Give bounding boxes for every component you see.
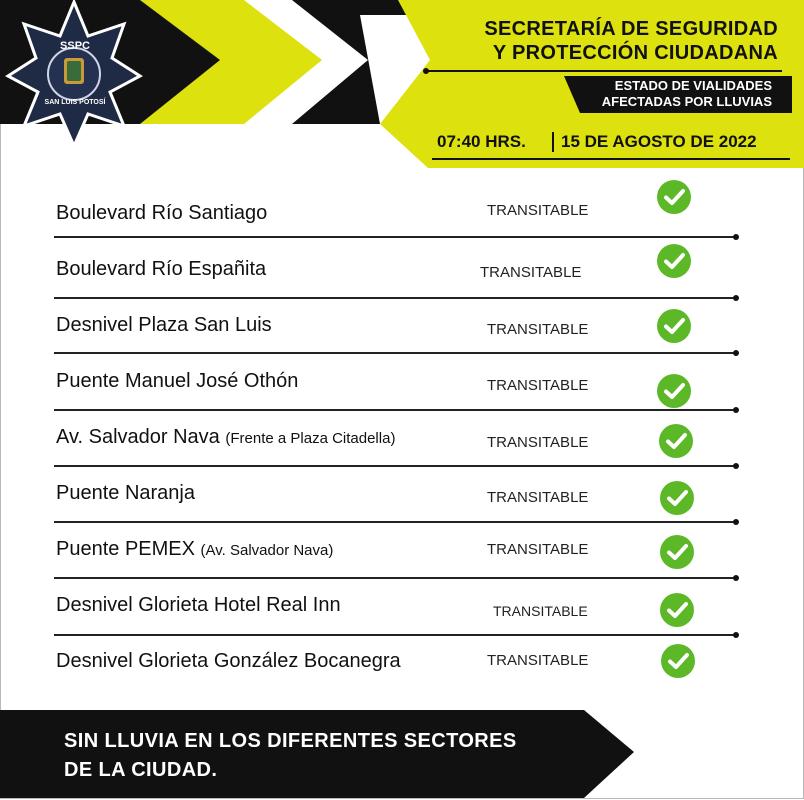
header-title-line1: SECRETARÍA DE SEGURIDAD [484, 18, 778, 40]
road-status: TRANSITABLE [487, 541, 589, 558]
check-icon [657, 309, 691, 343]
check-icon [657, 244, 691, 278]
road-name: Desnivel Glorieta Hotel Real Inn [56, 594, 341, 616]
road-name: Boulevard Río Españita [56, 258, 267, 280]
footer-line1: SIN LLUVIA EN LOS DIFERENTES SECTORES [64, 730, 517, 752]
check-icon [660, 481, 694, 515]
row-divider [54, 465, 736, 467]
row-divider [54, 521, 736, 523]
road-status: TRANSITABLE [487, 434, 589, 451]
footer-message [64, 727, 517, 785]
road-status: TRANSITABLE [493, 603, 588, 619]
row-divider [54, 634, 736, 636]
header-title-line2: Y PROTECCIÓN CIUDADANA [492, 42, 778, 64]
road-status: TRANSITABLE [480, 264, 582, 281]
road-note: (Av. Salvador Nava) [200, 542, 334, 559]
header-subtitle-line2: AFECTADAS POR LLUVIAS [601, 94, 772, 109]
road-note: (Frente a Plaza Citadella) [225, 430, 396, 447]
road-name: Desnivel Plaza San Luis [56, 314, 272, 336]
check-icon [659, 424, 693, 458]
header-time: 07:40 HRS. [437, 132, 526, 151]
row-divider [54, 236, 736, 238]
logo-place: SAN LUIS POTOSÍ [44, 99, 106, 106]
row-divider [54, 297, 736, 299]
title-underline-dot [423, 68, 429, 74]
road-status: TRANSITABLE [487, 321, 589, 338]
road-name: Av. Salvador Nava (Frente a Plaza Citadella) [56, 426, 396, 448]
row-divider [54, 577, 736, 579]
road-status: TRANSITABLE [487, 202, 589, 219]
road-status: TRANSITABLE [487, 489, 589, 506]
header-subtitle-line1: ESTADO DE VIALIDADES [614, 78, 772, 93]
road-status: TRANSITABLE [487, 652, 589, 669]
check-icon [661, 644, 695, 678]
road-name: Puente Manuel José Othón [56, 370, 299, 392]
check-icon [657, 180, 691, 214]
road-name: Puente PEMEX (Av. Salvador Nava) [56, 538, 334, 560]
check-icon [660, 593, 694, 627]
road-name: Boulevard Río Santiago [56, 202, 268, 224]
logo-acronym: SSPC [60, 40, 90, 52]
footer-line2: DE LA CIUDAD. [64, 759, 218, 781]
road-status: TRANSITABLE [487, 377, 589, 394]
check-icon [657, 374, 691, 408]
row-divider [54, 409, 736, 411]
header-date: 15 DE AGOSTO DE 2022 [561, 132, 757, 151]
road-name: Puente Naranja [56, 482, 195, 504]
check-icon [660, 535, 694, 569]
road-name: Desnivel Glorieta González Bocanegra [56, 650, 401, 672]
row-divider [54, 352, 736, 354]
